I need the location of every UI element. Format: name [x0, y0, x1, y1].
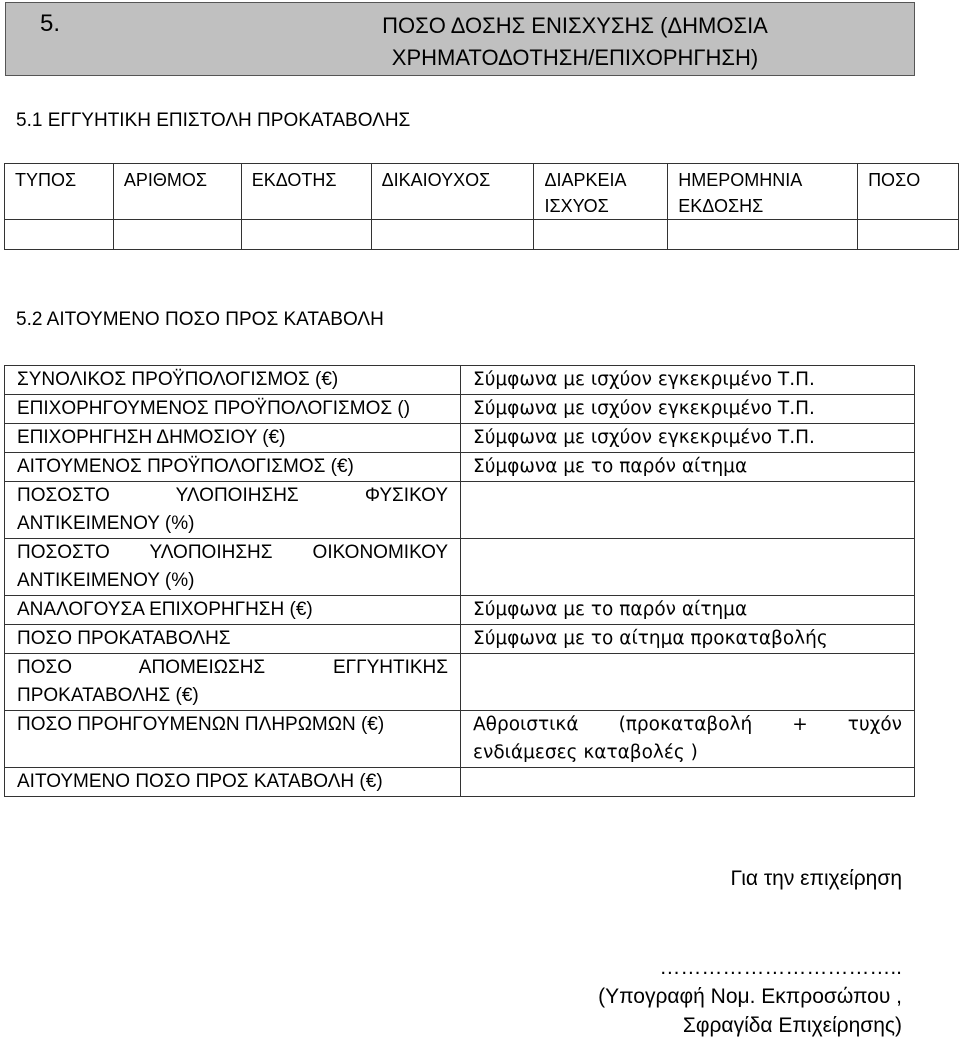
requested-payment-table: [4, 365, 915, 797]
section-title-line2: ΧΡΗΜΑΤΟΔΟΤΗΣΗ/ΕΠΙΧΟΡΗΓΗΣΗ): [391, 45, 759, 70]
column-header-beneficiary: ΔΙΚΑΙΟΥΧΟΣ: [371, 164, 534, 220]
table-row: [5, 768, 915, 797]
table-row: [5, 539, 915, 596]
column-header-amount: ΠΟΣΟ: [858, 164, 959, 220]
signature-caption-line1: (Υπογραφή Νομ. Εκπροσώπου ,: [598, 985, 902, 1008]
row-label: ΠΟΣΟΣΤΟ ΥΛΟΠΟΙΗΣΗΣ ΟΙΚΟΝΟΜΙΚΟΥ ΑΝΤΙΚΕΙΜΕΝΟΥ (%): [5, 539, 461, 596]
row-label: ΠΟΣΟΣΤΟ ΥΛΟΠΟΙΗΣΗΣ ΦΥΣΙΚΟΥ ΑΝΤΙΚΕΙΜΕΝΟΥ (%): [5, 482, 461, 539]
beneficiary-cell[interactable]: [371, 220, 534, 250]
row-value[interactable]: Σύμφωνα με το παρόν αίτημα: [461, 453, 915, 482]
section-title: [236, 10, 914, 74]
row-label: ΑΙΤΟΥΜΕΝΟ ΠΟΣΟ ΠΡΟΣ ΚΑΤΑΒΟΛΗ (€): [5, 768, 461, 797]
signature-dotted-line: ……………………………..: [659, 956, 902, 979]
row-value[interactable]: [461, 539, 915, 596]
row-label: ΕΠΙΧΟΡΗΓΗΣΗ ΔΗΜΟΣΙΟΥ (€): [5, 424, 461, 453]
amount-cell[interactable]: [858, 220, 959, 250]
subsection-5-2-heading: 5.2 ΑΙΤΟΥΜΕΝΟ ΠΟΣΟ ΠΡΟΣ ΚΑΤΑΒΟΛΗ: [16, 309, 384, 330]
table-row: [5, 366, 915, 395]
signature-block: [598, 953, 902, 1040]
column-header-issuer: ΕΚΔΟΤΗΣ: [241, 164, 371, 220]
guarantee-letter-table: [4, 163, 959, 250]
row-label: ΠΟΣΟ ΠΡΟΚΑΤΑΒΟΛΗΣ: [5, 625, 461, 654]
row-value[interactable]: Σύμφωνα με το παρόν αίτημα: [461, 596, 915, 625]
validity-cell[interactable]: [534, 220, 668, 250]
guarantee-table-input-row: [5, 220, 959, 250]
row-label: ΠΟΣΟ ΠΡΟΗΓΟΥΜΕΝΩΝ ΠΛΗΡΩΜΩΝ (€): [5, 711, 461, 768]
section-number: 5.: [40, 10, 61, 37]
table-row: [5, 596, 915, 625]
section-title-line1: ΠΟΣΟ ΔΟΣΗΣ ΕΝΙΣΧΥΣΗΣ (ΔΗΜΟΣΙΑ: [382, 13, 768, 38]
signature-caption-line2: Σφραγίδα Επιχείρησης): [682, 1014, 902, 1037]
row-value[interactable]: Σύμφωνα με ισχύον εγκεκριμένο Τ.Π.: [461, 395, 915, 424]
column-header-issue-date: ΗΜΕΡΟΜΗΝΙΑ ΕΚΔΟΣΗΣ: [668, 164, 858, 220]
row-label: ΑΙΤΟΥΜΕΝΟΣ ΠΡΟΫΠΟΛΟΓΙΣΜΟΣ (€): [5, 453, 461, 482]
row-label: ΣΥΝΟΛΙΚΟΣ ΠΡΟΫΠΟΛΟΓΙΣΜΟΣ (€): [5, 366, 461, 395]
table-row: [5, 482, 915, 539]
row-value[interactable]: [461, 482, 915, 539]
column-header-validity: ΔΙΑΡΚΕΙΑ ΙΣΧΥΟΣ: [534, 164, 668, 220]
table-row: [5, 711, 915, 768]
row-value[interactable]: [461, 768, 915, 797]
table-row: [5, 395, 915, 424]
issuer-cell[interactable]: [241, 220, 371, 250]
guarantee-table-header-row: [5, 164, 959, 220]
number-cell[interactable]: [113, 220, 241, 250]
table-row: [5, 453, 915, 482]
section-5-header: [5, 2, 915, 76]
subsection-5-1-heading: 5.1 ΕΓΓΥΗΤΙΚΗ ΕΠΙΣΤΟΛΗ ΠΡΟΚΑΤΑΒΟΛΗΣ: [16, 110, 411, 131]
column-header-type: ΤΥΠΟΣ: [5, 164, 114, 220]
row-value[interactable]: Σύμφωνα με ισχύον εγκεκριμένο Τ.Π.: [461, 424, 915, 453]
row-value[interactable]: Σύμφωνα με το αίτημα προκαταβολής: [461, 625, 915, 654]
type-cell[interactable]: [5, 220, 114, 250]
row-value[interactable]: Σύμφωνα με ισχύον εγκεκριμένο Τ.Π.: [461, 366, 915, 395]
row-value[interactable]: [461, 654, 915, 711]
table-row: [5, 424, 915, 453]
row-label: ΑΝΑΛΟΓΟΥΣΑ ΕΠΙΧΟΡΗΓΗΣΗ (€): [5, 596, 461, 625]
issue-date-cell[interactable]: [668, 220, 858, 250]
for-company-label: Για την επιχείρηση: [730, 867, 902, 890]
table-row: [5, 625, 915, 654]
row-label: ΠΟΣΟ ΑΠΟΜΕΙΩΣΗΣ ΕΓΓΥΗΤΙΚΗΣ ΠΡΟΚΑΤΑΒΟΛΗΣ (€): [5, 654, 461, 711]
row-value[interactable]: Αθροιστικά (προκαταβολή + τυχόν ενδιάμεσες καταβολές ): [461, 711, 915, 768]
table-row: [5, 654, 915, 711]
column-header-number: ΑΡΙΘΜΟΣ: [113, 164, 241, 220]
row-label: ΕΠΙΧΟΡΗΓΟΥΜΕΝΟΣ ΠΡΟΫΠΟΛΟΓΙΣΜΟΣ (): [5, 395, 461, 424]
